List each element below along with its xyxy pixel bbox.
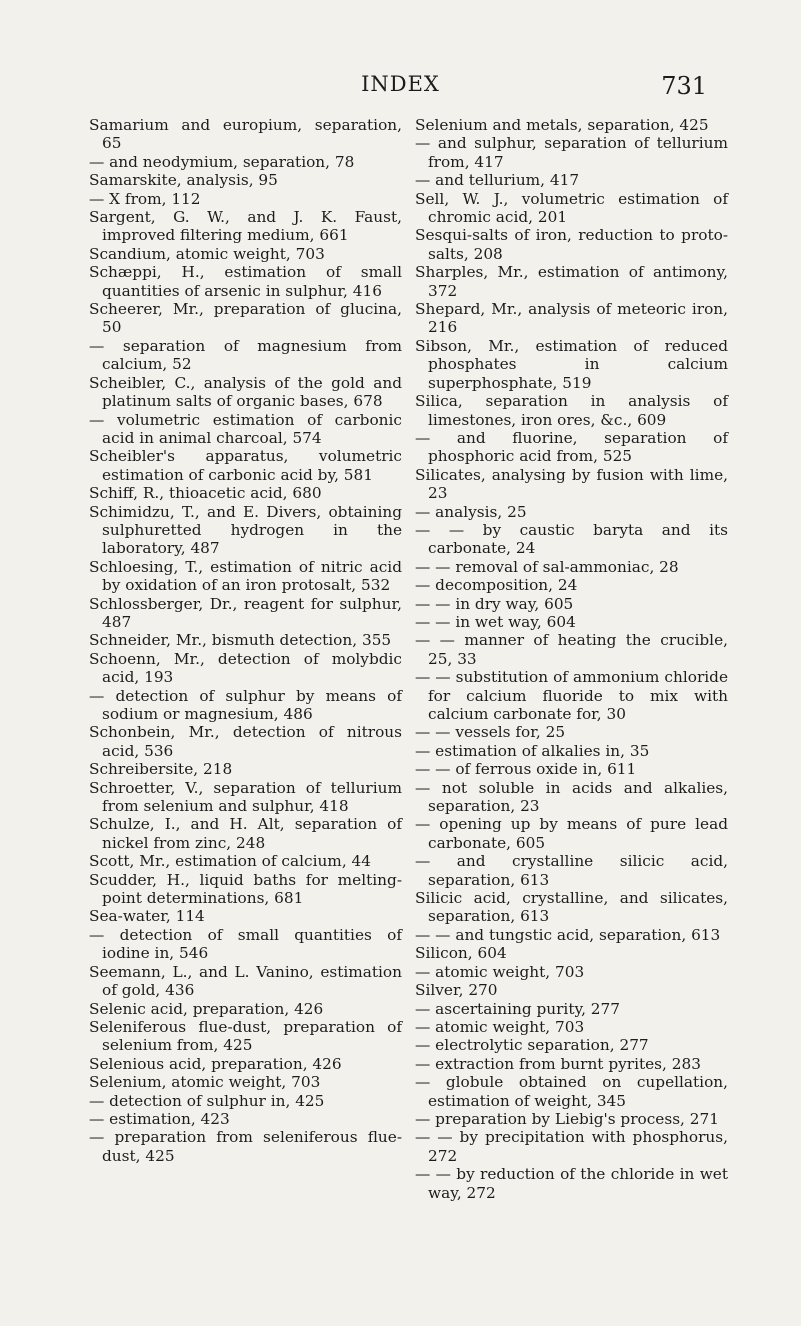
index-entry: — — by reduction of the chloride in wet way, 272 <box>415 1165 728 1202</box>
index-entry: Schneider, Mr., bismuth detection, 355 <box>89 631 392 650</box>
index-entry: Scandium, atomic weight, 703 <box>89 244 325 263</box>
index-entry: Sargent, G. W., and J. K. Faust, improved filtering medium, 661 <box>89 208 402 245</box>
index-entry: Sea-water, 114 <box>89 907 205 926</box>
index-entry: Scheerer, Mr., preparation of glucina, 50 <box>89 300 402 337</box>
index-entry: — and neodymium, separation, 78 <box>89 152 355 171</box>
index-entry: Silicates, analysing by fusion with lime, 23 <box>415 465 728 503</box>
index-entry: — volumetric estimation of carbonic acid in animal charcoal, 574 <box>89 410 402 447</box>
index-entry: Scheibler, C., analysis of the gold and platinum salts of organic bases, 678 <box>89 373 402 411</box>
index-entry: — — vessels for, 25 <box>415 723 566 742</box>
index-entry: Schloesing, T., estimation of nitric acid by oxidation of an iron protosalt, 532 <box>89 557 402 595</box>
index-entry: Schæppi, H., estimation of small quantities of arsenic in sulphur, 416 <box>89 263 402 300</box>
index-entry: Seemann, L., and L. Vanino, estimation of gold, 436 <box>89 962 402 1000</box>
index-column-left <box>89 116 402 1165</box>
index-column-right <box>415 116 728 1202</box>
index-entry: — atomic weight, 703 <box>415 962 585 981</box>
index-entry: Schiff, R., thioacetic acid, 680 <box>89 484 322 503</box>
index-entry: — — and tungstic acid, separation, 613 <box>415 925 721 944</box>
index-entry: — detection of sulphur in, 425 <box>89 1091 325 1110</box>
index-entry: — — manner of heating the crucible, 25, 33 <box>415 631 728 668</box>
index-entry: — and tellurium, 417 <box>415 171 580 190</box>
index-entry: — extraction from burnt pyrites, 283 <box>415 1054 701 1073</box>
index-entry: — ascertaining purity, 277 <box>415 999 620 1018</box>
index-entry: Shepard, Mr., analysis of meteoric iron, 216 <box>415 300 728 337</box>
index-entry: — — in wet way, 604 <box>415 612 576 631</box>
index-entry: — — removal of sal-ammoniac, 28 <box>415 557 679 576</box>
index-entry: Schimidzu, T., and E. Divers, obtaining sulphuretted hydrogen in the laboratory, 487 <box>89 502 402 558</box>
index-entry: Schonbein, Mr., detection of nitrous acid, 536 <box>89 723 402 760</box>
index-entry: — detection of small quantities of iodine in, 546 <box>89 925 402 963</box>
index-entry: Schulze, I., and H. Alt, separation of nickel from zinc, 248 <box>89 815 402 852</box>
index-entry: — X from, 112 <box>89 189 201 208</box>
index-entry: — — by caustic baryta and its carbonate, 24 <box>415 520 728 558</box>
index-entry: Schoenn, Mr., detection of molybdic acid, 193 <box>89 649 402 687</box>
index-entry: Sharples, Mr., estimation of antimony, 372 <box>415 263 728 300</box>
index-entry: — — by precipitation with phosphorus, 272 <box>415 1128 728 1165</box>
index-entry: — estimation, 423 <box>89 1109 230 1128</box>
index-entry: — not soluble in acids and alkalies, separation, 23 <box>415 778 728 816</box>
page-header <box>0 72 801 102</box>
index-entry: — detection of sulphur by means of sodium or magnesium, 486 <box>89 686 402 723</box>
index-entry: — estimation of alkalies in, 35 <box>415 741 650 760</box>
index-entry: Scudder, H., liquid baths for melting-point determinations, 681 <box>89 870 402 908</box>
index-entry: Selenium, atomic weight, 703 <box>89 1073 321 1092</box>
index-entry: Schreibersite, 218 <box>89 760 233 779</box>
index-entry: — opening up by means of pure lead carbonate, 605 <box>415 815 728 852</box>
page-number: 731 <box>661 72 707 100</box>
index-entry: Schroetter, V., separation of tellurium from selenium and sulphur, 418 <box>89 778 402 816</box>
index-entry: — and fluorine, separation of phosphoric acid from, 525 <box>415 428 728 466</box>
index-entry: — — of ferrous oxide in, 611 <box>415 760 637 779</box>
index-entry: — decomposition, 24 <box>415 576 578 595</box>
index-entry: — — in dry way, 605 <box>415 594 574 613</box>
index-entry: Samarium and europium, separation, 65 <box>89 116 402 153</box>
index-entry: Selenious acid, preparation, 426 <box>89 1054 342 1073</box>
index-entry: Selenic acid, preparation, 426 <box>89 999 324 1018</box>
index-entry: Schlossberger, Dr., reagent for sulphur, 487 <box>89 594 402 631</box>
index-entry: Scheibler's apparatus, volumetric estimation of carbonic acid by, 581 <box>89 447 402 484</box>
index-entry: — and crystalline silicic acid, separation, 613 <box>415 852 728 889</box>
index-entry: Samarskite, analysis, 95 <box>89 171 278 190</box>
index-entry: Silicic acid, crystalline, and silicates, separation, 613 <box>415 889 728 926</box>
index-entry: — preparation from seleniferous flue-dust, 425 <box>89 1128 402 1165</box>
index-entry: — and sulphur, separation of tellurium from, 417 <box>415 134 728 171</box>
index-entry: Sesqui-salts of iron, reduction to proto-salts, 208 <box>415 226 728 263</box>
index-entry: — analysis, 25 <box>415 502 527 521</box>
index-entry: — separation of magnesium from calcium, 52 <box>89 336 402 374</box>
index-entry: Sibson, Mr., estimation of reduced phosphates in calcium superphosphate, 519 <box>415 336 728 392</box>
index-entry: — — substitution of ammonium chloride for calcium fluoride to mix with calcium carbonate for, 30 <box>415 668 728 723</box>
index-entry: Sell, W. J., volumetric estimation of chromic acid, 201 <box>415 189 728 227</box>
index-entry: Scott, Mr., estimation of calcium, 44 <box>89 852 372 871</box>
index-entry: Seleniferous flue-dust, preparation of selenium from, 425 <box>89 1017 402 1055</box>
index-entry: — atomic weight, 703 <box>415 1017 585 1036</box>
index-entry: Selenium and metals, separation, 425 <box>415 116 709 134</box>
running-title: INDEX <box>361 72 440 96</box>
index-entry: Silicon, 604 <box>415 944 507 963</box>
index-entry: Silver, 270 <box>415 981 498 1000</box>
index-entry: — globule obtained on cupellation, estimation of weight, 345 <box>415 1073 728 1110</box>
index-entry: — electrolytic separation, 277 <box>415 1036 649 1055</box>
index-entry: Silica, separation in analysis of limestones, iron ores, &c., 609 <box>415 392 728 429</box>
index-entry: — preparation by Liebig's process, 271 <box>415 1109 719 1128</box>
